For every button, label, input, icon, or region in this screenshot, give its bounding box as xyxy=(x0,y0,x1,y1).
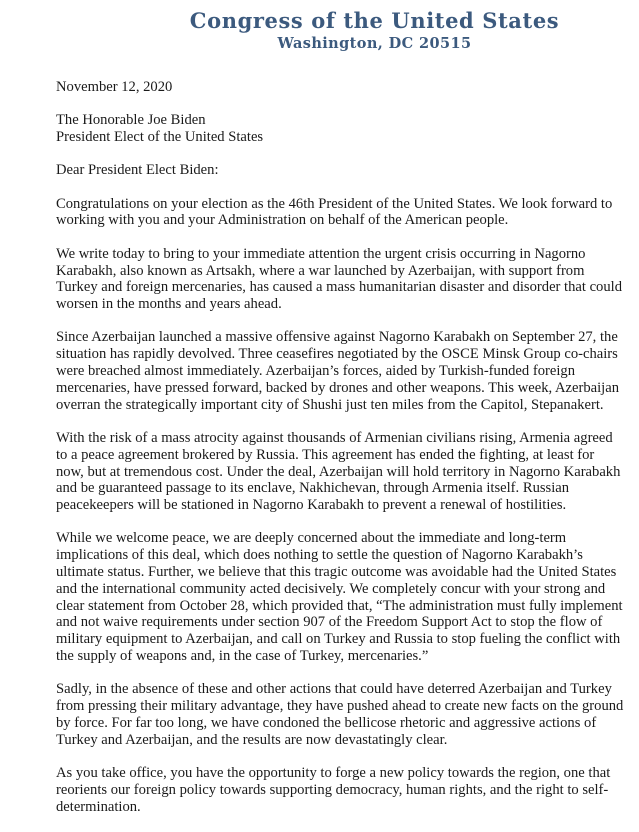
letterhead-title: Congress of the United States xyxy=(189,8,560,33)
text-line: to a peace agreement brokered by Russia. This agreement has ended the fighting, at least for xyxy=(56,446,595,463)
text-line: and not waive requirements under section 907 of the Freedom Support Act to stop the flow of xyxy=(56,614,603,631)
text-line: and the international community acted decisively. We completely concur with your strong and xyxy=(56,580,606,597)
text-line: ultimate status. Further, we believe that this tragic outcome was avoidable had the United States xyxy=(56,564,617,581)
text-line: mercenaries, have pressed forward, backed by drones and other weapons. This week, Azerbaijan xyxy=(56,379,619,396)
letterhead xyxy=(0,8,639,54)
paragraph-new-policy xyxy=(56,765,624,815)
text-line: the supply of weapons and, in the case of Turkey, mercenaries.” xyxy=(56,648,429,665)
text-line: were breached almost immediately. Azerbaijan’s forces, aided by Turkish-funded foreign xyxy=(56,363,575,380)
text-line: worsen in the months and years ahead. xyxy=(56,296,282,313)
text-line: from pressing their military advantage, they have pushed ahead to create new facts on the ground xyxy=(56,698,624,715)
text-line: Turkey and foreign mercenaries, has caused a mass humanitarian disaster and disorder that could xyxy=(56,279,623,296)
text-line: military equipment to Azerbaijan, and call on Turkey and Russia to stop fueling the conflict with xyxy=(56,631,621,648)
text-line: implications of this deal, which does nothing to settle the question of Nagorno Karabakh’s xyxy=(56,547,583,564)
text-line: overran the strategically important city of Shushi just ten miles from the Capitol, Stepanakert. xyxy=(56,396,604,413)
paragraph-offensive xyxy=(56,329,624,413)
paragraph-peace-agreement xyxy=(56,430,624,514)
text-line: We write today to bring to your immediate attention the urgent crisis occurring in Nagorno xyxy=(56,245,586,262)
paragraph-urgent-crisis xyxy=(56,246,624,313)
text-line: Sadly, in the absence of these and other actions that could have deterred Azerbaijan and Turkey xyxy=(56,681,612,698)
text-line: Since Azerbaijan launched a massive offensive against Nagorno Karabakh on September 27, the xyxy=(56,329,618,346)
text-line: As you take office, you have the opportunity to forge a new policy towards the region, one that xyxy=(56,765,611,781)
letter-date: November 12, 2020 xyxy=(56,79,173,95)
paragraph-congratulations xyxy=(56,196,624,230)
recipient-name: The Honorable Joe Biden xyxy=(56,112,206,129)
text-line: With the risk of a mass atrocity against thousands of Armenian civilians rising, Armenia agreed xyxy=(56,429,613,446)
text-line: peacekeepers will be stationed in Nagorno Karabakh to prevent a renewal of hostilities. xyxy=(56,497,567,514)
salutation: Dear President Elect Biden: xyxy=(56,162,219,179)
text-line: While we welcome peace, we are deeply concerned about the immediate and long-term xyxy=(56,530,567,547)
letter-body xyxy=(56,79,624,832)
text-line: situation has rapidly devolved. Three ceasefires negotiated by the OSCE Minsk Group co-chairs xyxy=(56,346,618,363)
text-line: Congratulations on your election as the 46th President of the United States. We look forward to xyxy=(56,195,613,212)
text-line: reorients our foreign policy towards supporting democracy, human rights, and the right to self- xyxy=(56,781,609,798)
paragraph-concerns xyxy=(56,530,624,664)
text-line: Turkey and Azerbaijan, and the results are now devastatingly clear. xyxy=(56,731,448,748)
text-line: clear statement from October 28, which provided that, “The administration must fully implement xyxy=(56,597,623,614)
paragraph-sadly xyxy=(56,681,624,748)
text-line: by force. For far too long, we have condoned the bellicose rhetoric and aggressive actions of xyxy=(56,714,597,731)
recipient-block xyxy=(56,112,624,146)
text-line: now, but at tremendous cost. Under the deal, Azerbaijan will hold territory in Nagorno Karabakh xyxy=(56,463,621,480)
recipient-title: President Elect of the United States xyxy=(56,129,264,146)
text-line: Karabakh, also known as Artsakh, where a war launched by Azerbaijan, with support from xyxy=(56,262,585,279)
text-line: working with you and your Administration on behalf of the American people. xyxy=(56,212,509,229)
text-line: and be guaranteed passage to its enclave, Nakhichevan, through Armenia itself. Russian xyxy=(56,480,570,497)
letterhead-subtitle: Washington, DC 20515 xyxy=(277,35,472,52)
text-line: determination. xyxy=(56,798,141,815)
